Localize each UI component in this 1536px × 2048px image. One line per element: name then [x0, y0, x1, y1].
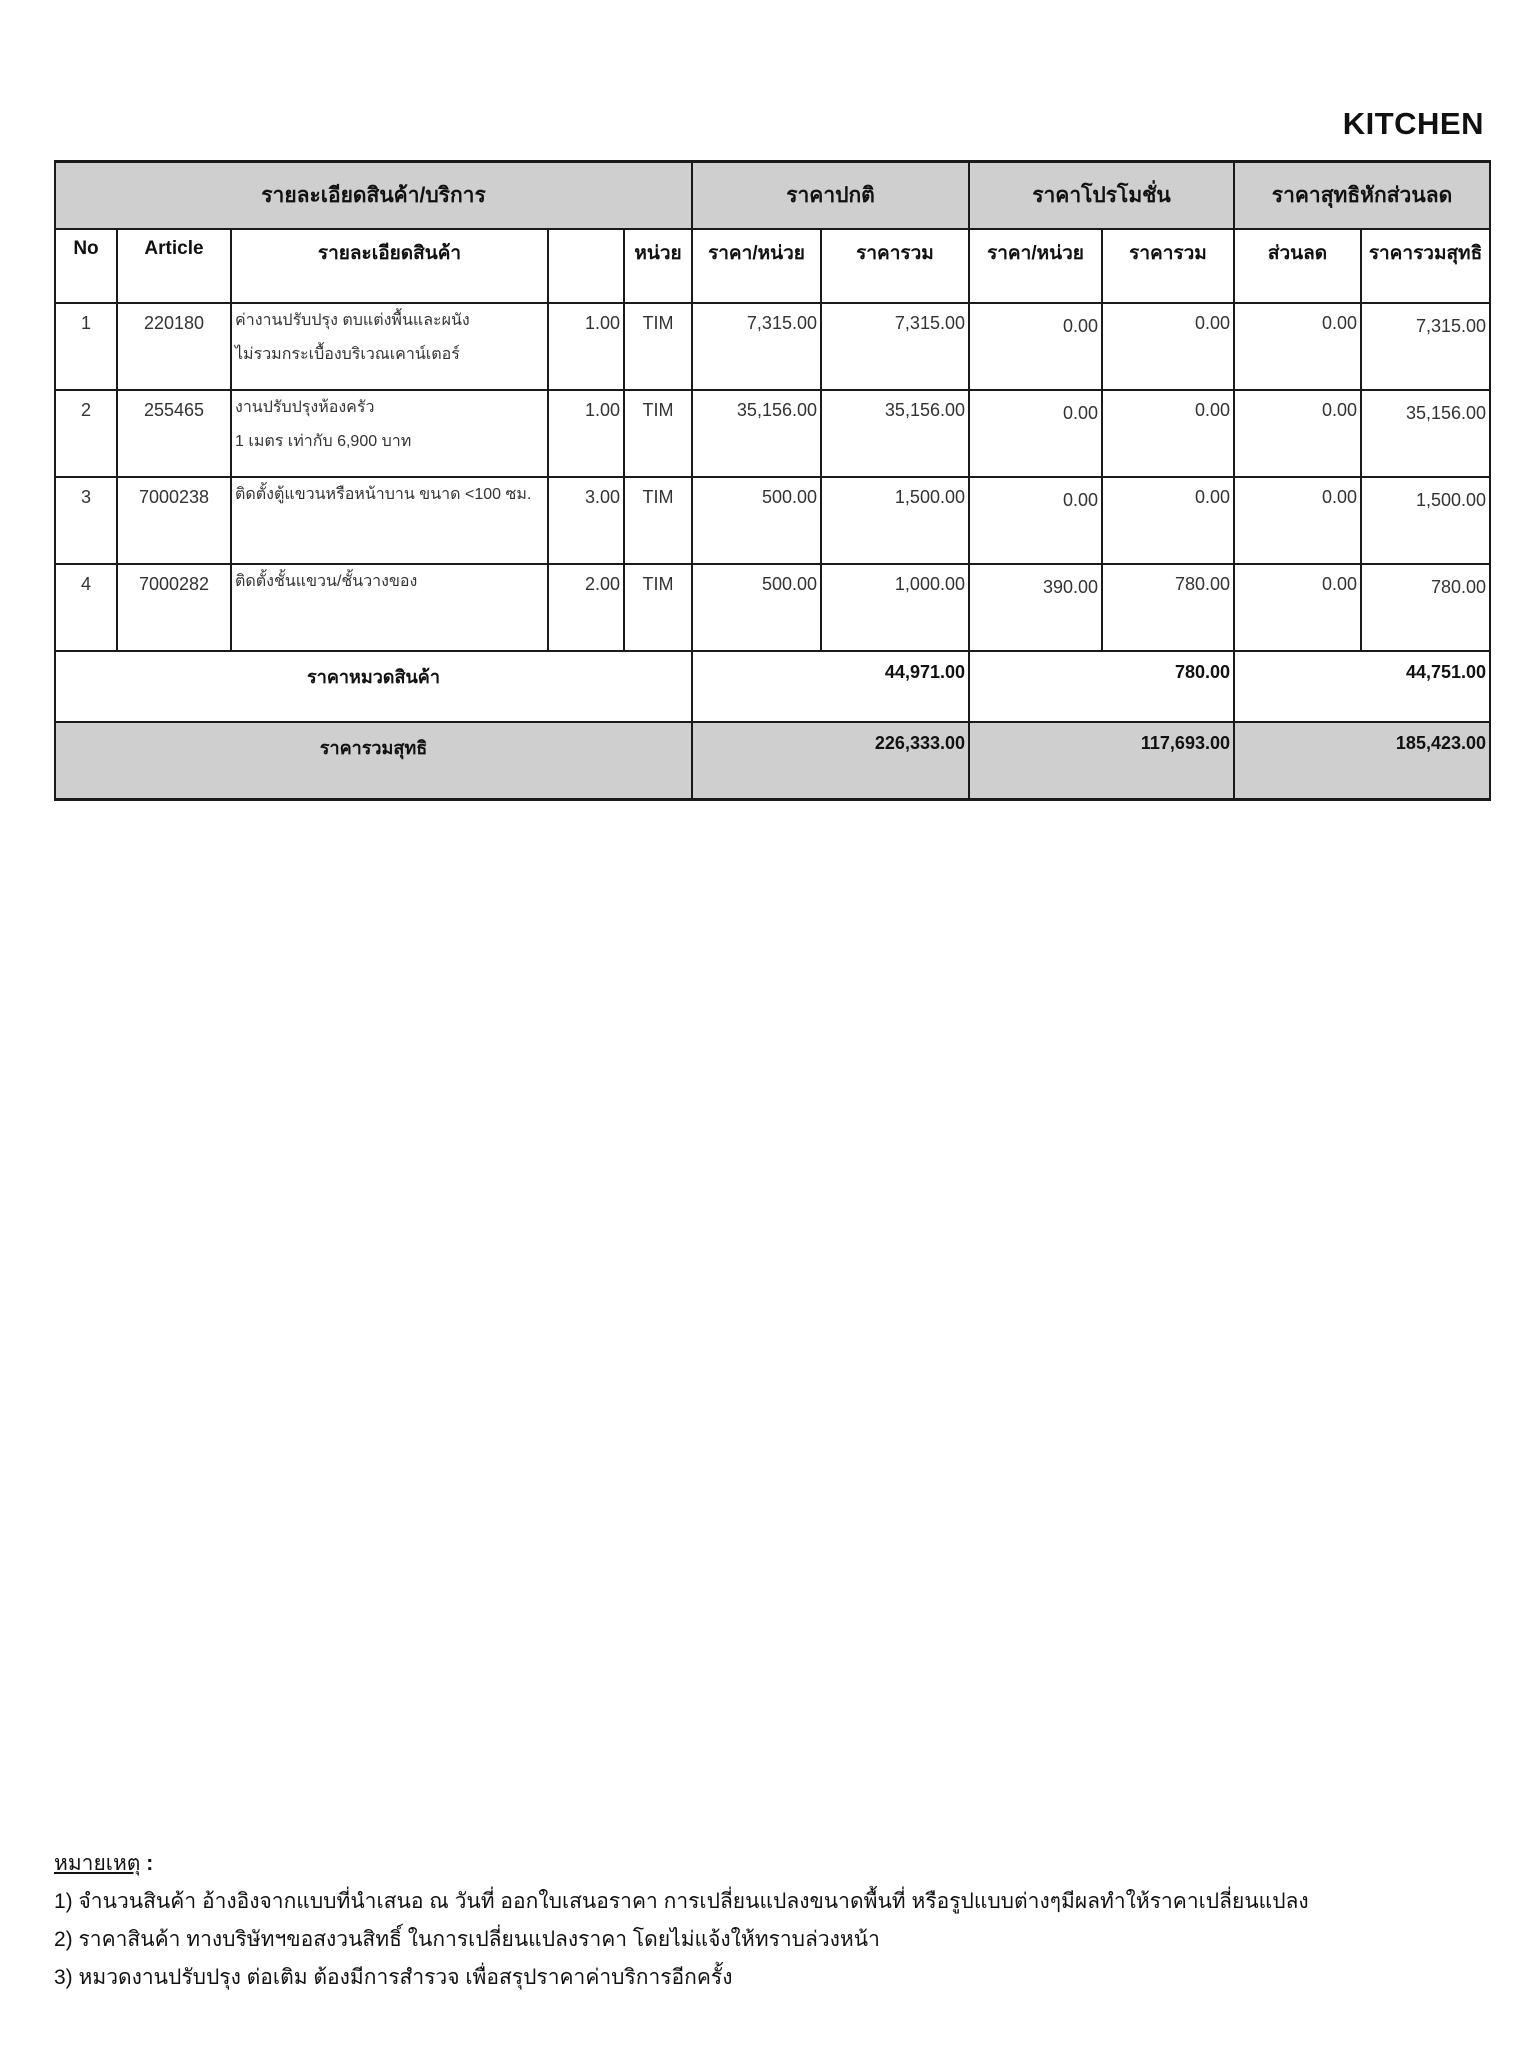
row-discount: 0.00	[1234, 390, 1361, 477]
row-no: 1	[55, 303, 117, 390]
row-article: 220180	[117, 303, 231, 390]
subtotal-label: ราคาหมวดสินค้า	[55, 651, 692, 722]
grand-total-label: ราคารวมสุทธิ	[55, 722, 692, 800]
row-description-line2: 1 เมตร เท่ากับ 6,900 บาท	[235, 433, 412, 450]
row-no: 3	[55, 477, 117, 564]
note-item: 3) หมวดงานปรับปรุง ต่อเติม ต้องมีการสำรวจ เพื่อสรุปราคาค่าบริการอีกครั้ง	[54, 1966, 733, 1989]
row-description	[231, 390, 548, 477]
row-regular-total: 7,315.00	[821, 303, 969, 390]
row-description	[231, 303, 548, 390]
column-header-row	[55, 229, 1490, 303]
row-no: 2	[55, 390, 117, 477]
notes-title: หมายเหตุ	[54, 1852, 141, 1875]
row-net-total: 7,315.00	[1361, 303, 1490, 390]
row-discount: 0.00	[1234, 303, 1361, 390]
table-row	[55, 390, 1490, 477]
row-net-total: 1,500.00	[1361, 477, 1490, 564]
row-article: 7000282	[117, 564, 231, 651]
subtotal-regular: 44,971.00	[692, 651, 969, 722]
table-row	[55, 564, 1490, 651]
row-description-line1: ติดตั้งชั้นแขวน/ชั้นวางของ	[235, 573, 418, 590]
grand-total-row	[55, 722, 1490, 800]
row-regular-total: 1,000.00	[821, 564, 969, 651]
table-row	[55, 303, 1490, 390]
grand-total-promotion: 117,693.00	[969, 722, 1234, 800]
row-quantity: 3.00	[548, 477, 624, 564]
row-quantity: 1.00	[548, 303, 624, 390]
column-header-article: Article	[117, 229, 231, 303]
row-unit: TIM	[624, 564, 692, 651]
row-description-line1: ค่างานปรับปรุง ตบแต่งพื้นและผนัง	[235, 312, 470, 329]
subtotal-promotion: 780.00	[969, 651, 1234, 722]
group-header-row	[55, 162, 1490, 230]
table-row	[55, 477, 1490, 564]
column-header-no: No	[55, 229, 117, 303]
row-regular-total: 35,156.00	[821, 390, 969, 477]
note-item: 1) จำนวนสินค้า อ้างอิงจากแบบที่นำเสนอ ณ วันที่ ออกใบเสนอราคา การเปลี่ยนแปลงขนาดพื้นที่ หรือรูปแบบต่างๆมีผลทำให้ราคาเปลี่ยนแปลง	[54, 1890, 1309, 1913]
row-promo-total: 0.00	[1102, 390, 1234, 477]
group-header-net-price: ราคาสุทธิหักส่วนลด	[1234, 162, 1490, 230]
column-header-description: รายละเอียดสินค้า	[231, 229, 548, 303]
column-header-regular-total: ราคารวม	[821, 229, 969, 303]
row-regular-unit-price: 500.00	[692, 477, 821, 564]
row-promo-unit-price: 390.00	[969, 564, 1102, 651]
row-discount: 0.00	[1234, 564, 1361, 651]
row-unit: TIM	[624, 303, 692, 390]
row-net-total: 780.00	[1361, 564, 1490, 651]
subtotal-row	[55, 651, 1490, 722]
grand-total-net: 185,423.00	[1234, 722, 1490, 800]
row-article: 7000238	[117, 477, 231, 564]
group-header-regular-price: ราคาปกติ	[692, 162, 969, 230]
row-description-line1: ติดตั้งตู้แขวนหรือหน้าบาน ขนาด <100 ซม.	[235, 486, 532, 503]
quotation-table	[54, 160, 1491, 801]
row-promo-unit-price: 0.00	[969, 303, 1102, 390]
row-no: 4	[55, 564, 117, 651]
column-header-unit: หน่วย	[624, 229, 692, 303]
row-net-total: 35,156.00	[1361, 390, 1490, 477]
column-header-promo-unit-price: ราคา/หน่วย	[969, 229, 1102, 303]
row-quantity: 1.00	[548, 390, 624, 477]
row-quantity: 2.00	[548, 564, 624, 651]
column-header-promo-total: ราคารวม	[1102, 229, 1234, 303]
row-article: 255465	[117, 390, 231, 477]
row-promo-unit-price: 0.00	[969, 477, 1102, 564]
row-description-line2: ไม่รวมกระเบื้องบริเวณเคาน์เตอร์	[235, 346, 460, 363]
column-header-quantity	[548, 229, 624, 303]
row-description	[231, 477, 548, 564]
row-promo-unit-price: 0.00	[969, 390, 1102, 477]
column-header-regular-unit-price: ราคา/หน่วย	[692, 229, 821, 303]
section-title: KITCHEN	[1342, 106, 1484, 141]
row-description	[231, 564, 548, 651]
notes-colon: :	[146, 1852, 154, 1875]
subtotal-net: 44,751.00	[1234, 651, 1490, 722]
row-unit: TIM	[624, 390, 692, 477]
note-item: 2) ราคาสินค้า ทางบริษัทฯขอสงวนสิทธิ์ ในการเปลี่ยนแปลงราคา โดยไม่แจ้งให้ทราบล่วงหน้า	[54, 1928, 880, 1951]
row-description-line1: งานปรับปรุงห้องครัว	[235, 399, 375, 416]
column-header-discount: ส่วนลด	[1234, 229, 1361, 303]
notes-section	[54, 1845, 1309, 1997]
row-regular-unit-price: 35,156.00	[692, 390, 821, 477]
column-header-net-total: ราคารวมสุทธิ	[1361, 229, 1490, 303]
row-regular-unit-price: 7,315.00	[692, 303, 821, 390]
row-promo-total: 780.00	[1102, 564, 1234, 651]
row-regular-total: 1,500.00	[821, 477, 969, 564]
group-header-product-details: รายละเอียดสินค้า/บริการ	[55, 162, 692, 230]
row-discount: 0.00	[1234, 477, 1361, 564]
group-header-promotion-price: ราคาโปรโมชั่น	[969, 162, 1234, 230]
row-promo-total: 0.00	[1102, 477, 1234, 564]
row-regular-unit-price: 500.00	[692, 564, 821, 651]
row-promo-total: 0.00	[1102, 303, 1234, 390]
notes-heading	[54, 1845, 1309, 1883]
grand-total-regular: 226,333.00	[692, 722, 969, 800]
row-unit: TIM	[624, 477, 692, 564]
